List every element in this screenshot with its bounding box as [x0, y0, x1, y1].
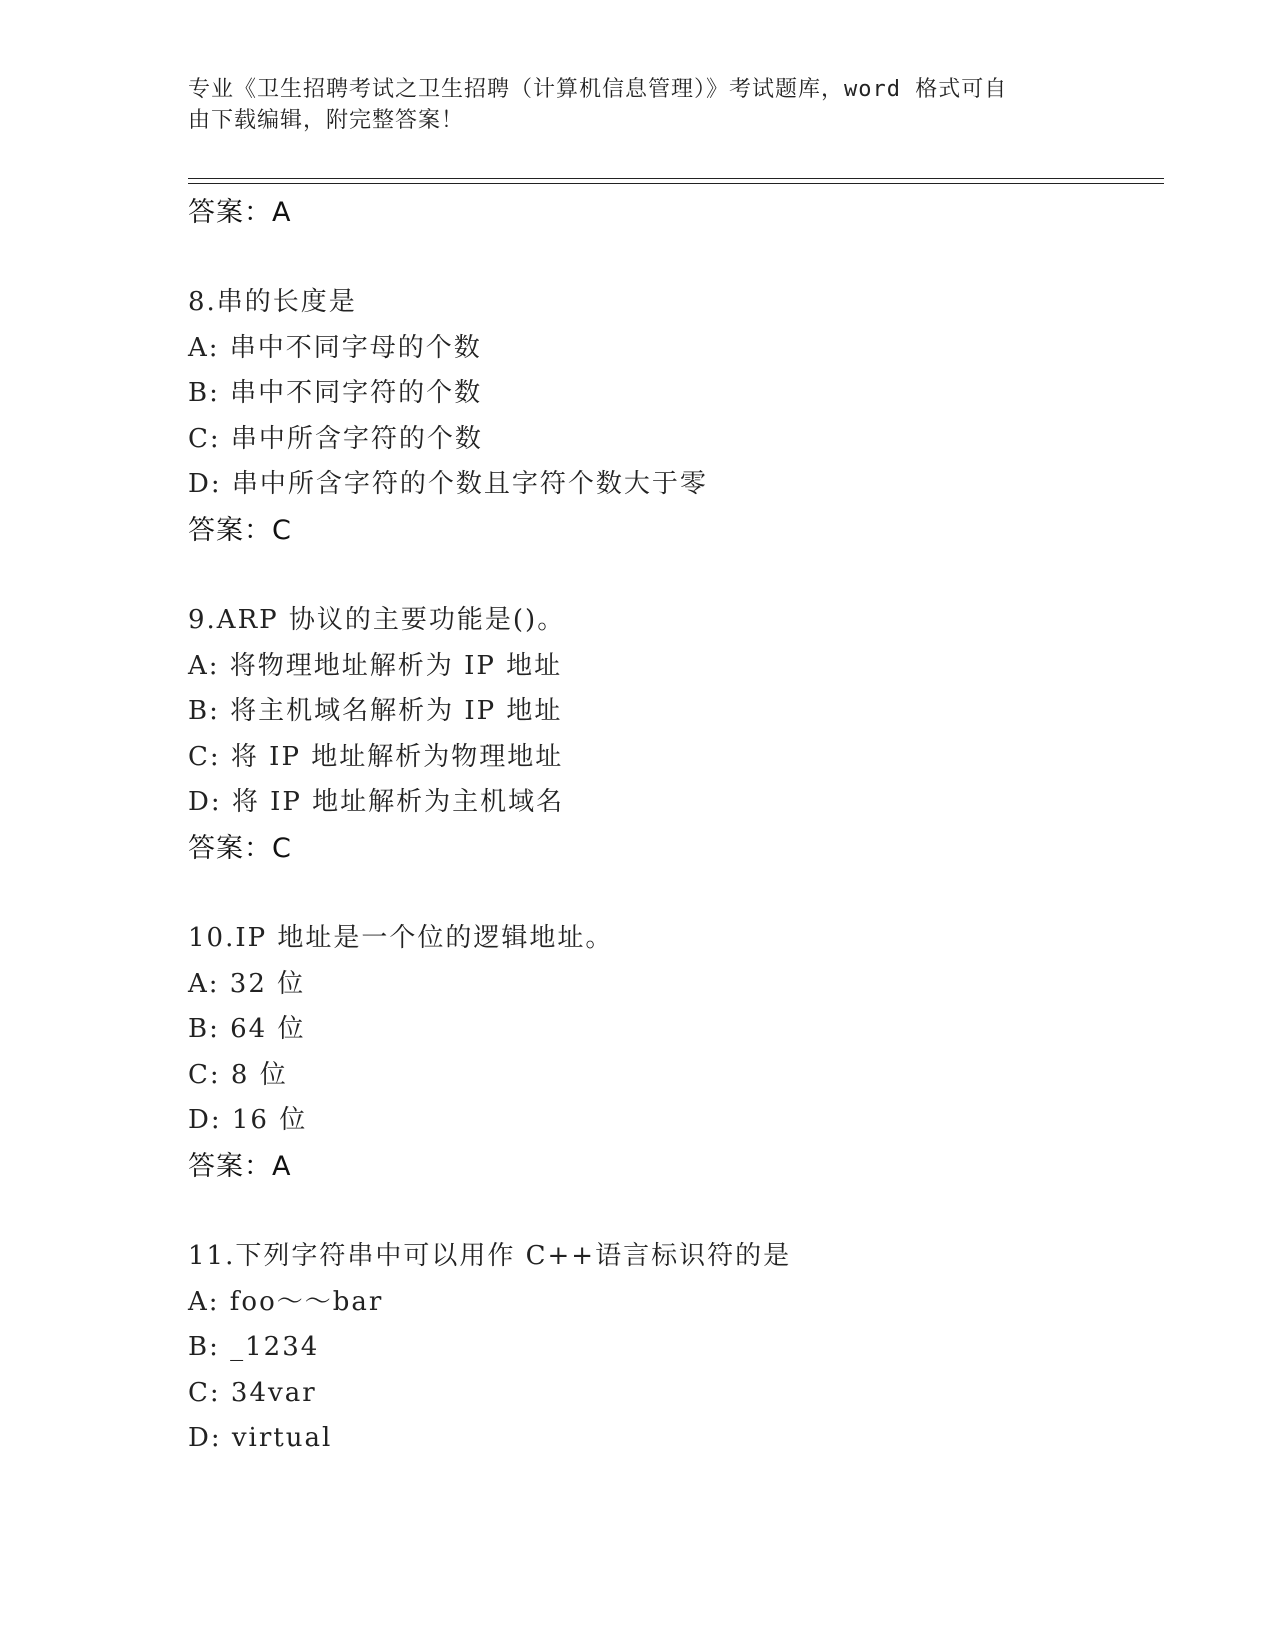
option-a: A: 将物理地址解析为 IP 地址 — [188, 650, 563, 681]
question-block — [188, 1234, 1168, 1462]
header-divider-bottom — [188, 183, 1164, 184]
question-block — [188, 598, 1168, 872]
option-c: C: 34var — [188, 1377, 317, 1408]
question-stem: 10.IP 地址是一个位的逻辑地址。 — [188, 922, 614, 953]
option-a: A: 串中不同字母的个数 — [188, 332, 482, 363]
option-b: B: 64 位 — [188, 1014, 306, 1045]
option-a: A: foo～～bar — [188, 1286, 384, 1317]
header-line-2: 由下载编辑，附完整答案！ — [188, 108, 465, 133]
option-d: D: virtual — [188, 1423, 333, 1454]
question-block — [188, 916, 1168, 1190]
option-b: B: 将主机域名解析为 IP 地址 — [188, 696, 563, 727]
option-a: A: 32 位 — [188, 968, 306, 999]
header-line-1: 专业《卫生招聘考试之卫生招聘（计算机信息管理）》考试题库，word 格式可自 — [188, 77, 1008, 102]
question-stem: 9.ARP 协议的主要功能是()。 — [188, 604, 566, 635]
question-stem: 11.下列字符串中可以用作 C++语言标识符的是 — [188, 1240, 792, 1271]
option-b: B: _1234 — [188, 1332, 320, 1363]
spacer — [188, 872, 1168, 916]
option-c: C: 串中所含字符的个数 — [188, 423, 483, 454]
header-divider-top — [188, 178, 1164, 179]
question-stem: 8.串的长度是 — [188, 287, 357, 317]
document-header — [188, 74, 1068, 136]
option-d: D: 串中所含字符的个数且字符个数大于零 — [188, 469, 708, 500]
option-c: C: 将 IP 地址解析为物理地址 — [188, 741, 564, 772]
spacer — [188, 1190, 1168, 1234]
answer-label: 答案：C — [188, 514, 292, 546]
spacer — [188, 236, 1168, 280]
question-block — [188, 280, 1168, 554]
question-list — [188, 190, 1168, 1462]
option-d: D: 将 IP 地址解析为主机域名 — [188, 787, 565, 818]
answer-label: 答案：A — [188, 197, 292, 228]
answer-label: 答案：A — [188, 1150, 292, 1182]
spacer — [188, 554, 1168, 598]
option-b: B: 串中不同字符的个数 — [188, 378, 483, 409]
option-d: D: 16 位 — [188, 1105, 308, 1136]
option-c: C: 8 位 — [188, 1059, 288, 1090]
answer-label: 答案：C — [188, 832, 292, 864]
